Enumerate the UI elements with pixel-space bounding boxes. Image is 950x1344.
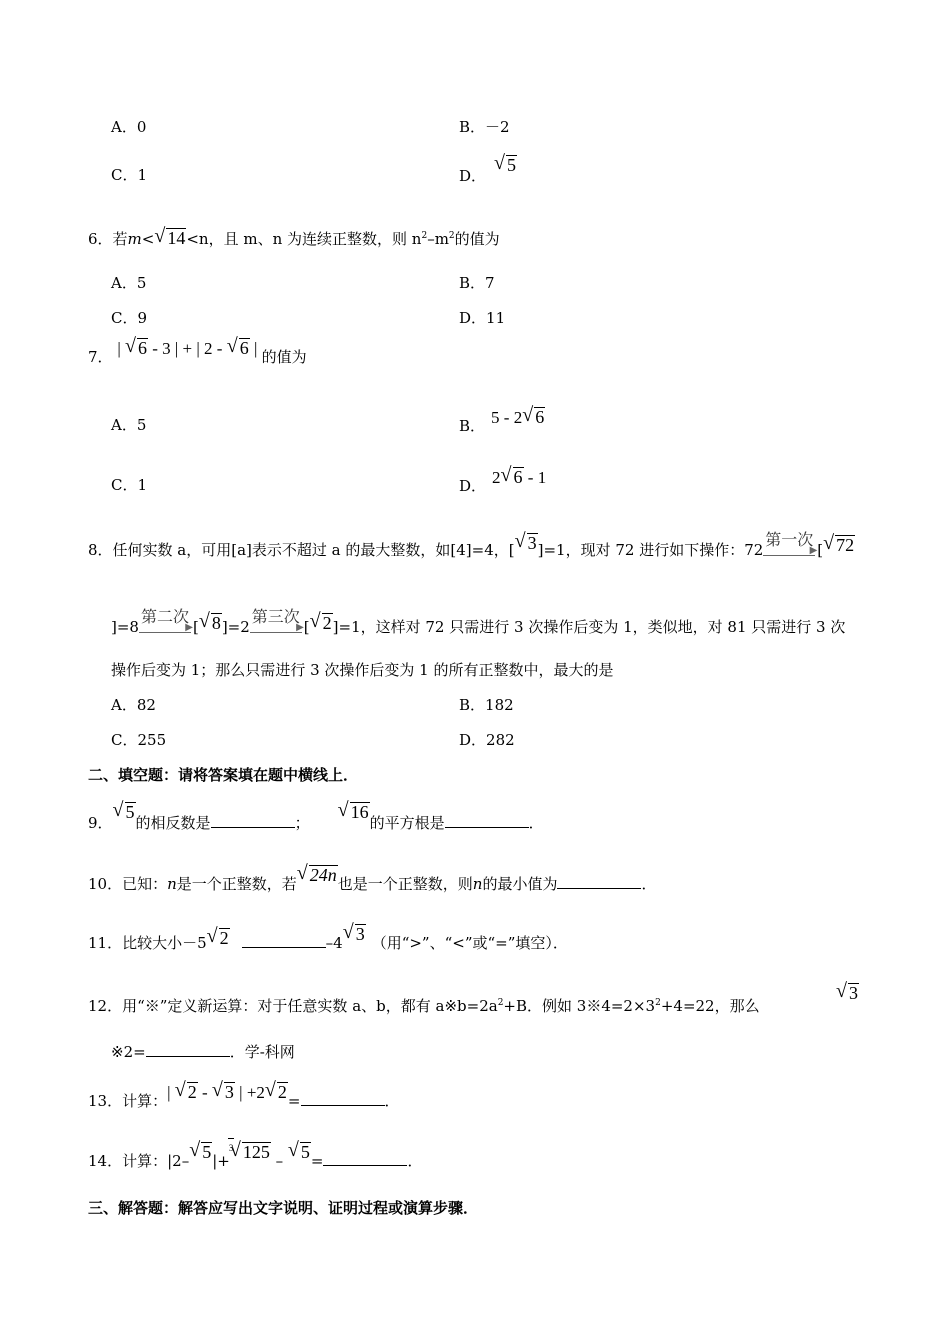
question-8-line-2: ]=8 第二次 ▶ [√ 8]=2 第三次 ▶ [√ 2]=1，这样对 72 只需进行 3 次操作后变为 1，类似地，对 81 只需进行 3 次: [111, 611, 845, 637]
question-14: 14．计算：|2–√ 5|+ √ 3 125 – √ 5= ．: [88, 1150, 422, 1171]
q8-option-c: C．255: [111, 731, 167, 749]
q5-option-d: D．√ 5: [459, 165, 517, 186]
q5-option-b: B．－2: [459, 118, 510, 136]
q6-option-c: C．9: [111, 309, 148, 327]
question-6: 6．若m<√ 14<n，且 m、n 为连续正整数，则 $n^2-m^2$的值为: [88, 226, 500, 249]
question-8-line-3: 操作后变为 1；那么只需进行 3 次操作后变为 1 的所有正整数中，最大的是: [111, 661, 614, 679]
answer-blank[interactable]: [146, 1042, 230, 1057]
q7-option-d: D． 2√ 6 - 1: [459, 475, 546, 496]
q6-option-b: B．7: [459, 274, 495, 292]
question-7: 7． | √ 6 - 3 | + | 2 - √ 6 | 的值为: [88, 346, 307, 367]
answer-blank[interactable]: [445, 813, 529, 828]
q7-option-b: B． 5 - 2√ 6: [459, 415, 545, 436]
question-11: 11．比较大小－5√ 2 –4√ 3 （用“>”、“<”或“=”填空）．: [88, 932, 568, 953]
section-3-heading: 三、解答题：解答应写出文字说明、证明过程或演算步骤．: [88, 1199, 479, 1217]
question-10: 10．已知：n是一个正整数，若√ 24n也是一个正整数，则n的最小值为 ．: [88, 873, 657, 894]
question-9: 9．√ 5的相反数是 ；√ 16的平方根是 ．: [88, 812, 544, 833]
arrow-second: 第二次 ▶: [140, 607, 193, 633]
q6-option-a: A．5: [111, 274, 147, 292]
answer-blank[interactable]: [301, 1091, 385, 1106]
q8-option-d: D．282: [459, 731, 515, 749]
q8-option-b: B．182: [459, 696, 514, 714]
answer-blank[interactable]: [557, 874, 641, 889]
q6-option-d: D．11: [459, 309, 506, 327]
q7-option-c: C．1: [111, 476, 148, 494]
question-8-line-1: 8．任何实数 a，可用[a]表示不超过 a 的最大整数，如[4]=4，[√ 3]=1，现对 72 进行如下操作：72 第一次 ▶ [√ 72: [88, 534, 855, 560]
q5-option-c: C．1: [111, 166, 148, 184]
question-12-line-2: ※2= ．学-科网: [111, 1043, 295, 1061]
answer-blank[interactable]: [242, 933, 326, 948]
section-2-heading: 二、填空题：请将答案填在题中横线上．: [88, 766, 359, 784]
answer-blank[interactable]: [211, 813, 295, 828]
q7-option-a: A．5: [111, 416, 147, 434]
q8-option-a: A．82: [111, 696, 156, 714]
arrow-first: 第一次 ▶: [765, 530, 818, 556]
q5-option-a: A．0: [111, 118, 147, 136]
question-12: 12．用“※”定义新运算：对于任意实数 a、b，都有 $a※b=2a^2+B$．例如 $3※4=2\times 3^2+4=22$，那么 √ 3: [88, 993, 862, 1016]
answer-blank[interactable]: [323, 1151, 407, 1166]
question-13: 13．计算：| √ 2 - √ 3 | +2√ 2= ．: [88, 1090, 400, 1111]
arrow-third: 第三次 ▶: [251, 607, 304, 633]
